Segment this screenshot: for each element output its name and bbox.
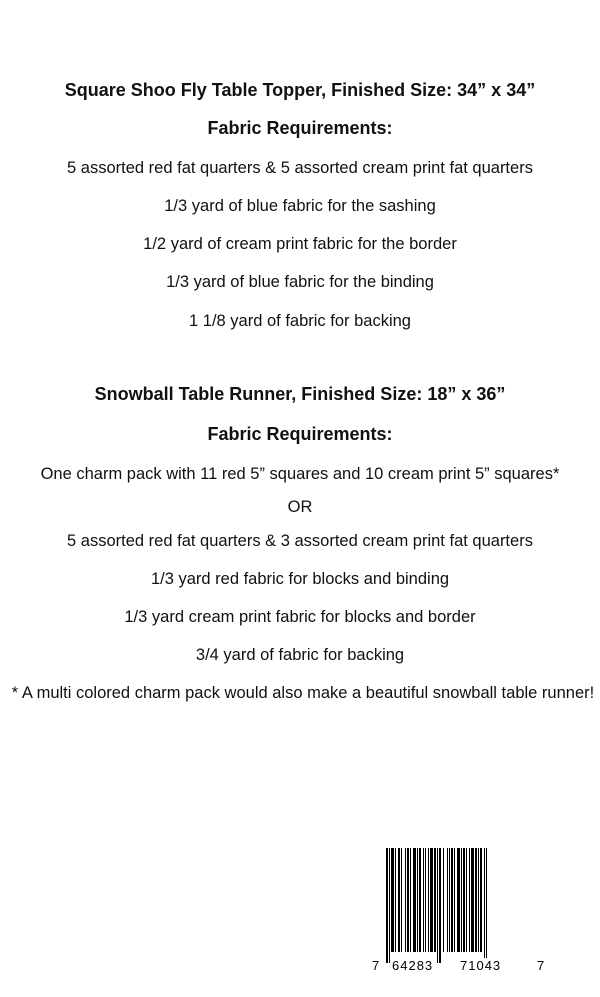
barcode-bar [478, 848, 479, 952]
barcode-bar [434, 848, 436, 952]
barcode-bar [405, 848, 406, 952]
barcode-bar [471, 848, 474, 952]
topper-title: Square Shoo Fly Table Topper, Finished Size: 34” x 34” [64, 80, 536, 100]
barcode-bar [413, 848, 416, 952]
barcode-group-2: 71043 [460, 958, 502, 973]
topper-item-1: 5 assorted red fat quarters & 5 assorted cream print fat quarters [67, 159, 533, 177]
barcode-bar [407, 848, 409, 952]
barcode-group-1: 64283 [392, 958, 434, 973]
barcode-bar [486, 848, 487, 963]
runner-item-2: 5 assorted red fat quarters & 3 assorted cream print fat quarters [67, 532, 533, 550]
runner-note: * A multi colored charm pack would also make a beautiful snowball table runner! [11, 684, 595, 702]
barcode-bar [410, 848, 411, 952]
barcode-bar [401, 848, 402, 952]
topper-item-4: 1/3 yard of blue fabric for the binding [166, 273, 434, 291]
barcode-bar [443, 848, 444, 952]
barcode-bar [389, 848, 390, 963]
barcode-bar [449, 848, 450, 952]
barcode-bar [391, 848, 394, 952]
barcode-digit-left: 7 [372, 958, 380, 973]
barcode-bar [419, 848, 421, 952]
topper-item-2: 1/3 yard of blue fabric for the sashing [164, 197, 436, 215]
barcode-bar [466, 848, 467, 952]
barcode-bar [425, 848, 426, 952]
barcode [372, 848, 550, 978]
barcode-digit-right: 7 [537, 958, 545, 973]
runner-item-or: OR [287, 498, 313, 516]
barcode-bar [395, 848, 396, 952]
runner-item-4: 1/3 yard cream print fabric for blocks and border [124, 608, 476, 626]
barcode-bar [428, 848, 429, 952]
barcode-bar [457, 848, 460, 952]
barcode-bar [398, 848, 400, 952]
barcode-bar [480, 848, 482, 952]
barcode-bar [463, 848, 465, 952]
topper-item-3: 1/2 yard of cream print fabric for the border [143, 235, 457, 253]
runner-item-5: 3/4 yard of fabric for backing [195, 646, 405, 664]
topper-requirements-heading: Fabric Requirements: [207, 118, 393, 138]
barcode-bar [423, 848, 424, 952]
runner-title: Snowball Table Runner, Finished Size: 18” x 36” [94, 384, 506, 404]
barcode-bar [484, 848, 485, 963]
barcode-bar [430, 848, 433, 952]
barcode-bars [372, 848, 550, 963]
barcode-bar [461, 848, 462, 952]
barcode-bar [417, 848, 418, 952]
topper-item-5: 1 1/8 yard of fabric for backing [189, 312, 411, 330]
barcode-bar [469, 848, 470, 952]
barcode-bar [454, 848, 455, 952]
barcode-bar [386, 848, 388, 963]
barcode-bar [475, 848, 477, 952]
barcode-bar [437, 848, 438, 963]
barcode-bar [451, 848, 453, 952]
barcode-bar [447, 848, 448, 952]
barcode-bar [439, 848, 441, 963]
runner-item-3: 1/3 yard red fabric for blocks and binding [150, 570, 450, 588]
runner-item-1: One charm pack with 11 red 5” squares and 10 cream print 5” squares* [40, 465, 560, 483]
runner-requirements-heading: Fabric Requirements: [207, 424, 393, 444]
